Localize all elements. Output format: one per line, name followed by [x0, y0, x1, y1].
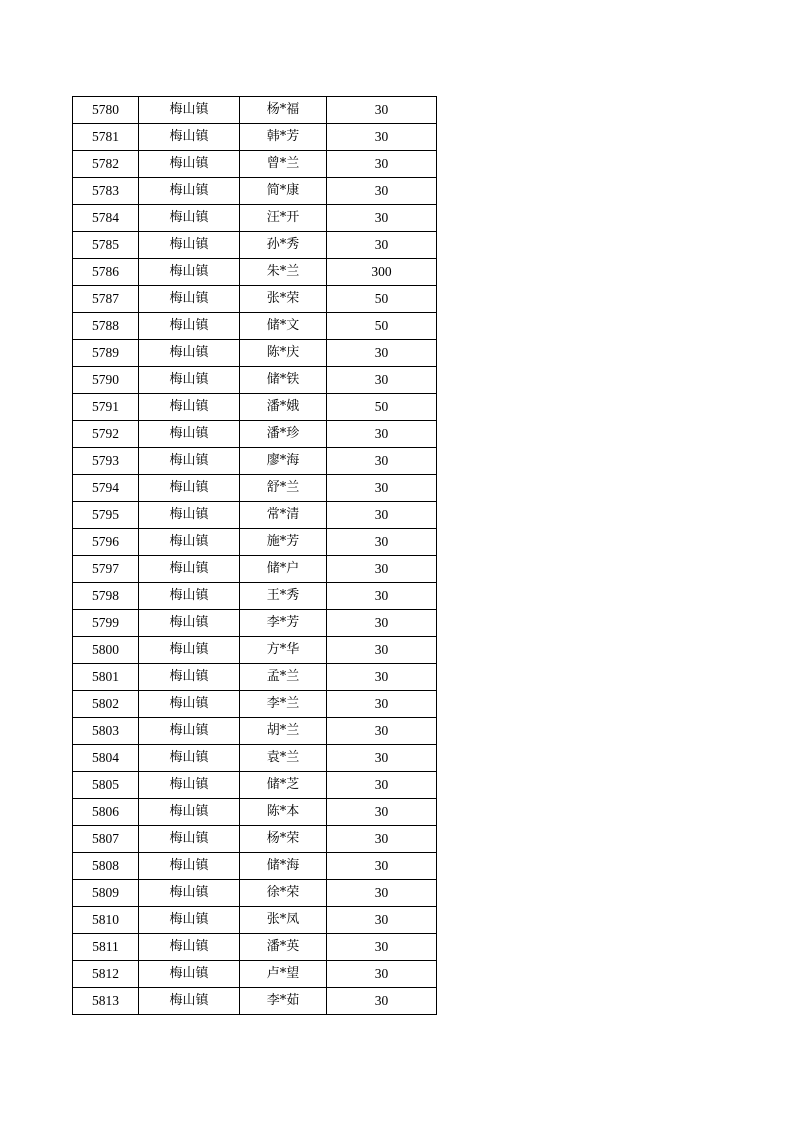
roster-table [72, 96, 437, 1015]
town-cell: 梅山镇 [139, 610, 240, 637]
town-cell: 梅山镇 [139, 799, 240, 826]
name-cell: 汪*开 [240, 205, 327, 232]
name-cell: 李*茹 [240, 988, 327, 1015]
row-number-cell: 5784 [73, 205, 139, 232]
row-number-cell: 5783 [73, 178, 139, 205]
amount-cell: 30 [327, 340, 437, 367]
amount-cell: 30 [327, 664, 437, 691]
table-row [73, 232, 437, 259]
table-row [73, 367, 437, 394]
table-row [73, 97, 437, 124]
row-number-cell: 5795 [73, 502, 139, 529]
table-row [73, 610, 437, 637]
town-cell: 梅山镇 [139, 97, 240, 124]
amount-cell: 30 [327, 799, 437, 826]
row-number-cell: 5785 [73, 232, 139, 259]
name-cell: 陈*本 [240, 799, 327, 826]
row-number-cell: 5801 [73, 664, 139, 691]
amount-cell: 30 [327, 178, 437, 205]
town-cell: 梅山镇 [139, 961, 240, 988]
row-number-cell: 5813 [73, 988, 139, 1015]
name-cell: 廖*海 [240, 448, 327, 475]
row-number-cell: 5805 [73, 772, 139, 799]
roster-table-body [73, 97, 437, 1015]
town-cell: 梅山镇 [139, 475, 240, 502]
town-cell: 梅山镇 [139, 340, 240, 367]
name-cell: 储*铁 [240, 367, 327, 394]
town-cell: 梅山镇 [139, 448, 240, 475]
name-cell: 常*清 [240, 502, 327, 529]
row-number-cell: 5793 [73, 448, 139, 475]
amount-cell: 50 [327, 286, 437, 313]
amount-cell: 30 [327, 448, 437, 475]
table-row [73, 907, 437, 934]
town-cell: 梅山镇 [139, 367, 240, 394]
name-cell: 陈*庆 [240, 340, 327, 367]
town-cell: 梅山镇 [139, 637, 240, 664]
name-cell: 李*兰 [240, 691, 327, 718]
town-cell: 梅山镇 [139, 718, 240, 745]
row-number-cell: 5790 [73, 367, 139, 394]
row-number-cell: 5791 [73, 394, 139, 421]
amount-cell: 30 [327, 151, 437, 178]
amount-cell: 30 [327, 988, 437, 1015]
name-cell: 曾*兰 [240, 151, 327, 178]
town-cell: 梅山镇 [139, 286, 240, 313]
table-row [73, 502, 437, 529]
row-number-cell: 5798 [73, 583, 139, 610]
town-cell: 梅山镇 [139, 502, 240, 529]
amount-cell: 30 [327, 637, 437, 664]
row-number-cell: 5807 [73, 826, 139, 853]
name-cell: 潘*珍 [240, 421, 327, 448]
name-cell: 李*芳 [240, 610, 327, 637]
table-row [73, 826, 437, 853]
town-cell: 梅山镇 [139, 394, 240, 421]
table-row [73, 934, 437, 961]
row-number-cell: 5781 [73, 124, 139, 151]
name-cell: 王*秀 [240, 583, 327, 610]
table-row [73, 637, 437, 664]
amount-cell: 30 [327, 232, 437, 259]
town-cell: 梅山镇 [139, 988, 240, 1015]
amount-cell: 30 [327, 421, 437, 448]
amount-cell: 30 [327, 529, 437, 556]
name-cell: 徐*荣 [240, 880, 327, 907]
row-number-cell: 5792 [73, 421, 139, 448]
row-number-cell: 5810 [73, 907, 139, 934]
town-cell: 梅山镇 [139, 313, 240, 340]
town-cell: 梅山镇 [139, 745, 240, 772]
name-cell: 张*凤 [240, 907, 327, 934]
town-cell: 梅山镇 [139, 178, 240, 205]
table-row [73, 259, 437, 286]
amount-cell: 30 [327, 583, 437, 610]
name-cell: 卢*望 [240, 961, 327, 988]
name-cell: 孙*秀 [240, 232, 327, 259]
amount-cell: 30 [327, 880, 437, 907]
row-number-cell: 5809 [73, 880, 139, 907]
amount-cell: 300 [327, 259, 437, 286]
row-number-cell: 5806 [73, 799, 139, 826]
row-number-cell: 5808 [73, 853, 139, 880]
row-number-cell: 5797 [73, 556, 139, 583]
amount-cell: 30 [327, 907, 437, 934]
amount-cell: 50 [327, 394, 437, 421]
table-row [73, 124, 437, 151]
table-row [73, 691, 437, 718]
table-row [73, 853, 437, 880]
row-number-cell: 5800 [73, 637, 139, 664]
town-cell: 梅山镇 [139, 934, 240, 961]
table-row [73, 556, 437, 583]
town-cell: 梅山镇 [139, 772, 240, 799]
amount-cell: 30 [327, 826, 437, 853]
town-cell: 梅山镇 [139, 232, 240, 259]
town-cell: 梅山镇 [139, 529, 240, 556]
town-cell: 梅山镇 [139, 907, 240, 934]
row-number-cell: 5803 [73, 718, 139, 745]
town-cell: 梅山镇 [139, 826, 240, 853]
town-cell: 梅山镇 [139, 664, 240, 691]
name-cell: 胡*兰 [240, 718, 327, 745]
town-cell: 梅山镇 [139, 259, 240, 286]
table-row [73, 745, 437, 772]
name-cell: 朱*兰 [240, 259, 327, 286]
table-row [73, 394, 437, 421]
table-row [73, 475, 437, 502]
table-row [73, 340, 437, 367]
table-row [73, 448, 437, 475]
town-cell: 梅山镇 [139, 205, 240, 232]
name-cell: 储*户 [240, 556, 327, 583]
amount-cell: 30 [327, 502, 437, 529]
table-row [73, 583, 437, 610]
name-cell: 储*文 [240, 313, 327, 340]
amount-cell: 30 [327, 205, 437, 232]
town-cell: 梅山镇 [139, 151, 240, 178]
amount-cell: 30 [327, 124, 437, 151]
name-cell: 舒*兰 [240, 475, 327, 502]
table-row [73, 664, 437, 691]
name-cell: 袁*兰 [240, 745, 327, 772]
row-number-cell: 5811 [73, 934, 139, 961]
amount-cell: 30 [327, 367, 437, 394]
town-cell: 梅山镇 [139, 556, 240, 583]
row-number-cell: 5799 [73, 610, 139, 637]
name-cell: 潘*英 [240, 934, 327, 961]
town-cell: 梅山镇 [139, 691, 240, 718]
name-cell: 杨*荣 [240, 826, 327, 853]
name-cell: 孟*兰 [240, 664, 327, 691]
amount-cell: 30 [327, 610, 437, 637]
table-row [73, 988, 437, 1015]
row-number-cell: 5794 [73, 475, 139, 502]
row-number-cell: 5782 [73, 151, 139, 178]
name-cell: 储*海 [240, 853, 327, 880]
amount-cell: 30 [327, 475, 437, 502]
row-number-cell: 5802 [73, 691, 139, 718]
amount-cell: 30 [327, 961, 437, 988]
table-row [73, 313, 437, 340]
amount-cell: 30 [327, 691, 437, 718]
row-number-cell: 5786 [73, 259, 139, 286]
amount-cell: 50 [327, 313, 437, 340]
name-cell: 储*芝 [240, 772, 327, 799]
table-row [73, 178, 437, 205]
table-row [73, 880, 437, 907]
town-cell: 梅山镇 [139, 124, 240, 151]
name-cell: 杨*福 [240, 97, 327, 124]
name-cell: 韩*芳 [240, 124, 327, 151]
row-number-cell: 5796 [73, 529, 139, 556]
row-number-cell: 5804 [73, 745, 139, 772]
row-number-cell: 5812 [73, 961, 139, 988]
table-row [73, 772, 437, 799]
amount-cell: 30 [327, 853, 437, 880]
name-cell: 施*芳 [240, 529, 327, 556]
table-row [73, 799, 437, 826]
name-cell: 简*康 [240, 178, 327, 205]
town-cell: 梅山镇 [139, 421, 240, 448]
table-row [73, 529, 437, 556]
amount-cell: 30 [327, 556, 437, 583]
town-cell: 梅山镇 [139, 880, 240, 907]
name-cell: 方*华 [240, 637, 327, 664]
row-number-cell: 5787 [73, 286, 139, 313]
name-cell: 潘*娥 [240, 394, 327, 421]
row-number-cell: 5789 [73, 340, 139, 367]
amount-cell: 30 [327, 745, 437, 772]
amount-cell: 30 [327, 718, 437, 745]
row-number-cell: 5780 [73, 97, 139, 124]
amount-cell: 30 [327, 772, 437, 799]
row-number-cell: 5788 [73, 313, 139, 340]
table-row [73, 421, 437, 448]
name-cell: 张*荣 [240, 286, 327, 313]
town-cell: 梅山镇 [139, 583, 240, 610]
town-cell: 梅山镇 [139, 853, 240, 880]
amount-cell: 30 [327, 934, 437, 961]
table-row [73, 961, 437, 988]
amount-cell: 30 [327, 97, 437, 124]
table-row [73, 151, 437, 178]
table-row [73, 286, 437, 313]
table-row [73, 205, 437, 232]
table-row [73, 718, 437, 745]
